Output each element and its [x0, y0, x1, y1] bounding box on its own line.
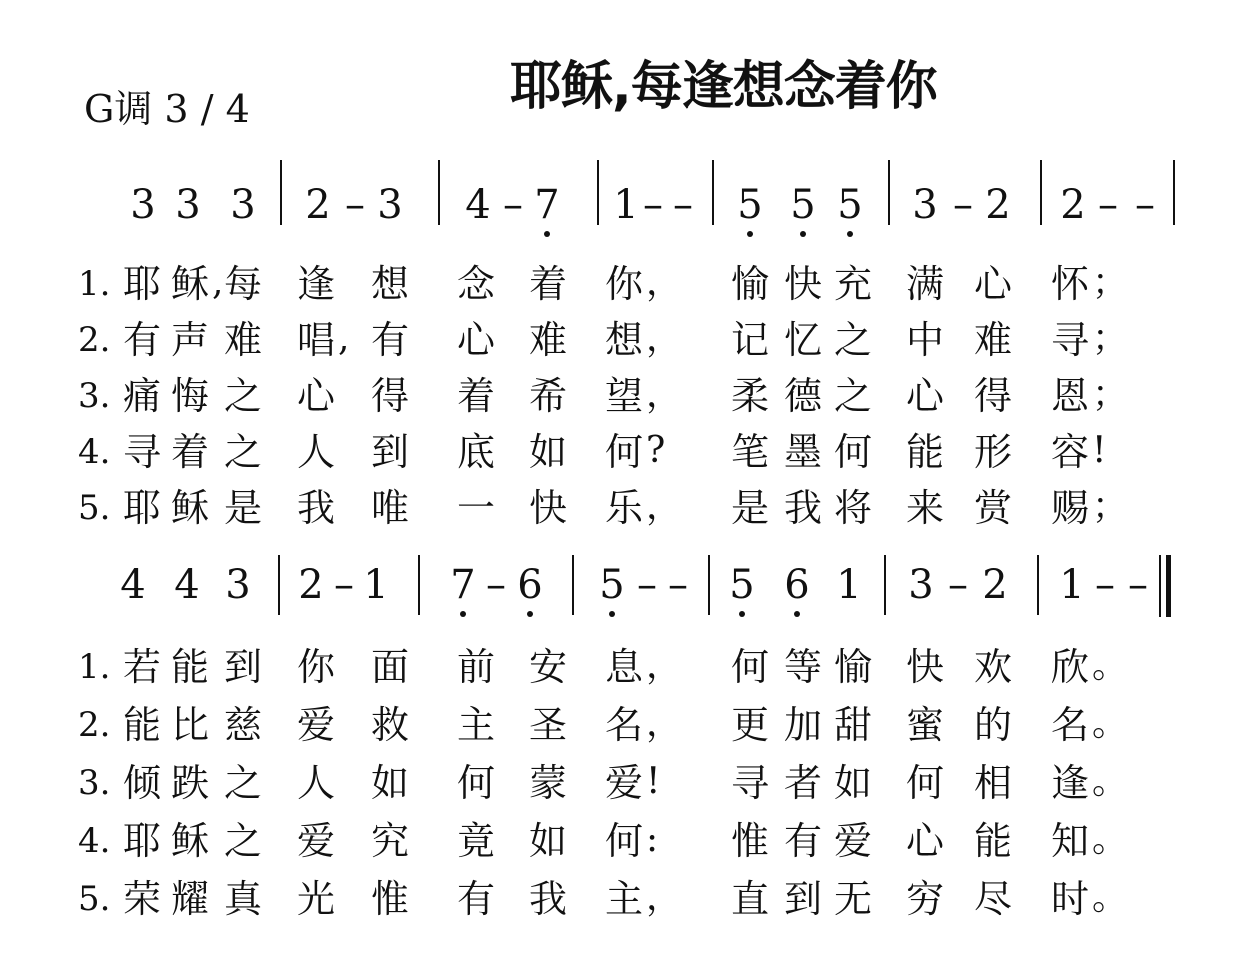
- note-number: 6: [784, 562, 810, 608]
- lyric-char: 你: [604, 262, 644, 306]
- lyric-char: 蜜: [905, 703, 945, 747]
- lyric-char: 心: [905, 819, 945, 863]
- lyric-punctuation: ，: [646, 877, 683, 918]
- lyric-char: 加: [783, 703, 823, 747]
- lyric-char: 耀: [170, 877, 210, 921]
- note-number: 6: [517, 562, 543, 608]
- lyric-char: 忆: [783, 318, 823, 362]
- barline: [712, 160, 714, 225]
- barline: [708, 555, 710, 615]
- lyric-char: 之: [223, 819, 263, 863]
- lyric-char: 容: [1050, 430, 1090, 474]
- lyric-punctuation: ，: [646, 318, 683, 359]
- verse-number: 2.: [78, 705, 111, 745]
- verse-number: 1.: [78, 647, 111, 687]
- lyric-char: 耶: [122, 486, 162, 530]
- verse-number: 5.: [78, 879, 111, 919]
- lyric-char: 荣: [122, 877, 162, 921]
- dash-mark: –: [1095, 562, 1115, 608]
- lyric-char: 慈: [223, 703, 263, 747]
- lyric-char: 光: [296, 877, 336, 921]
- lyric-char: 想: [370, 262, 410, 306]
- barline: [597, 160, 599, 225]
- note-number: 3: [377, 182, 403, 228]
- lyric-char: 人: [296, 430, 336, 474]
- verse-number: 3.: [78, 763, 111, 803]
- lyric-char: 痛: [122, 374, 162, 418]
- lyric-char: 稣: [170, 819, 210, 863]
- dash-mark: –: [668, 562, 688, 608]
- lyric-char: 有: [370, 318, 410, 362]
- lyric-char: 何: [905, 761, 945, 805]
- lyric-char: 中: [905, 318, 945, 362]
- lyric-char: 柔: [730, 374, 770, 418]
- lyric-char: 快: [528, 486, 568, 530]
- lyric-char: 何: [456, 761, 496, 805]
- lyric-char: 心: [296, 374, 336, 418]
- lyric-char: 面: [370, 645, 410, 689]
- verse-number: 3.: [78, 376, 111, 416]
- lyric-char: 难: [973, 318, 1013, 362]
- barline: [1173, 160, 1175, 225]
- lyric-char: 愉: [730, 262, 770, 306]
- lyric-punctuation: 。: [1092, 819, 1129, 860]
- dash-mark: –: [673, 182, 693, 228]
- lyric-char: 能: [973, 819, 1013, 863]
- lyric-char: 更: [730, 703, 770, 747]
- octave-dot-below: [739, 611, 745, 617]
- lyric-char: 甜: [833, 703, 873, 747]
- lyric-char: 愉: [833, 645, 873, 689]
- lyric-punctuation: ；: [1092, 318, 1129, 359]
- lyric-char: 逢: [296, 262, 336, 306]
- lyric-punctuation: ，: [646, 703, 683, 744]
- lyric-char: 之: [223, 761, 263, 805]
- lyric-char: 寻: [122, 430, 162, 474]
- lyric-char: 心: [973, 262, 1013, 306]
- lyric-char: 竟: [456, 819, 496, 863]
- note-number: 5: [737, 182, 763, 228]
- note-number: 4: [174, 562, 200, 608]
- lyric-char: 想: [604, 318, 644, 362]
- lyric-char: 你: [296, 645, 336, 689]
- lyric-char: 记: [730, 318, 770, 362]
- lyric-punctuation: ；: [1092, 262, 1129, 303]
- dash-mark: –: [334, 562, 354, 608]
- lyric-char: 到: [223, 645, 263, 689]
- lyric-char: 望: [604, 374, 644, 418]
- verse-number: 4.: [78, 821, 111, 861]
- dash-mark: –: [486, 562, 506, 608]
- lyric-char: 爱: [296, 703, 336, 747]
- lyric-char: 希: [528, 374, 568, 418]
- lyric-char: 寻: [1050, 318, 1090, 362]
- lyric-char: 跌: [170, 761, 210, 805]
- lyric-char: 唯: [370, 486, 410, 530]
- note-number: 3: [175, 182, 201, 228]
- note-number: 3: [130, 182, 156, 228]
- lyric-punctuation: ，: [646, 374, 683, 415]
- lyric-char: 真: [223, 877, 263, 921]
- lyric-char: 何: [730, 645, 770, 689]
- lyric-char: 我: [528, 877, 568, 921]
- lyric-char: 寻: [730, 761, 770, 805]
- lyric-char: 是: [730, 486, 770, 530]
- lyric-char: 我: [296, 486, 336, 530]
- lyric-char: 欣: [1050, 645, 1090, 689]
- lyric-char: 德: [783, 374, 823, 418]
- lyric-char: 之: [833, 374, 873, 418]
- note-number: 1: [363, 562, 389, 608]
- barline: [888, 160, 890, 225]
- lyric-char: 惟: [370, 877, 410, 921]
- dash-mark: –: [1128, 562, 1148, 608]
- lyric-char: 能: [905, 430, 945, 474]
- lyric-char: 稣: [170, 262, 210, 306]
- lyric-char: 何: [604, 819, 644, 863]
- lyric-char: 之: [223, 374, 263, 418]
- barline: [438, 160, 440, 225]
- lyric-char: 何: [833, 430, 873, 474]
- dash-mark: –: [948, 562, 968, 608]
- lyric-char: 快: [905, 645, 945, 689]
- lyric-char: 耶: [122, 262, 162, 306]
- lyric-char: 有: [456, 877, 496, 921]
- dash-mark: –: [345, 182, 365, 228]
- barline: [1040, 160, 1042, 225]
- lyric-char: 得: [973, 374, 1013, 418]
- lyric-char: 稣: [170, 486, 210, 530]
- lyric-char: 赐: [1050, 486, 1090, 530]
- note-number: 4: [120, 562, 146, 608]
- hymn-title: 耶稣,每逢想念着你: [510, 57, 937, 117]
- lyric-punctuation: 。: [1092, 703, 1129, 744]
- note-number: 4: [465, 182, 491, 228]
- dash-mark: –: [953, 182, 973, 228]
- lyric-char: 充: [833, 262, 873, 306]
- lyric-punctuation: 。: [1092, 761, 1129, 802]
- lyric-char: 人: [296, 761, 336, 805]
- final-barline-thin: [1159, 555, 1161, 617]
- lyric-char: 欢: [973, 645, 1013, 689]
- note-number: 7: [450, 562, 476, 608]
- lyric-char: 到: [370, 430, 410, 474]
- octave-dot-below: [747, 231, 753, 237]
- lyric-char: 息: [604, 645, 644, 689]
- note-number: 2: [1060, 182, 1086, 228]
- lyric-char: 笔: [730, 430, 770, 474]
- note-number: 2: [298, 562, 324, 608]
- octave-dot-below: [847, 231, 853, 237]
- lyric-punctuation: ,: [338, 318, 350, 359]
- lyric-punctuation: !: [646, 761, 661, 802]
- lyric-char: 声: [170, 318, 210, 362]
- lyric-punctuation: 。: [1092, 645, 1129, 686]
- octave-dot-below: [527, 611, 533, 617]
- lyric-char: 爱: [833, 819, 873, 863]
- note-number: 3: [908, 562, 934, 608]
- octave-dot-below: [800, 231, 806, 237]
- lyric-char: 主: [456, 703, 496, 747]
- lyric-punctuation: ，: [646, 645, 683, 686]
- lyric-char: 着: [456, 374, 496, 418]
- lyric-char: 直: [730, 877, 770, 921]
- lyric-char: 爱: [604, 761, 644, 805]
- lyric-punctuation: ；: [1092, 374, 1129, 415]
- lyric-char: 满: [905, 262, 945, 306]
- lyric-char: 若: [122, 645, 162, 689]
- note-number: 1: [836, 562, 862, 608]
- note-number: 2: [305, 182, 331, 228]
- lyric-char: 惟: [730, 819, 770, 863]
- lyric-char: 尽: [973, 877, 1013, 921]
- note-number: 5: [599, 562, 625, 608]
- lyric-char: 恩: [1050, 374, 1090, 418]
- lyric-punctuation: ?: [646, 430, 666, 471]
- lyric-char: 之: [223, 430, 263, 474]
- lyric-char: 圣: [528, 703, 568, 747]
- lyric-char: 难: [528, 318, 568, 362]
- lyric-char: 究: [370, 819, 410, 863]
- dash-mark: –: [503, 182, 523, 228]
- lyric-char: 如: [528, 430, 568, 474]
- lyric-char: 名: [1050, 703, 1090, 747]
- lyric-char: 唱: [296, 318, 336, 362]
- lyric-char: 有: [122, 318, 162, 362]
- note-number: 5: [729, 562, 755, 608]
- lyric-char: 来: [905, 486, 945, 530]
- lyric-char: 比: [170, 703, 210, 747]
- lyric-char: 爱: [296, 819, 336, 863]
- lyric-char: 着: [528, 262, 568, 306]
- lyric-char: 的: [973, 703, 1013, 747]
- lyric-char: 穷: [905, 877, 945, 921]
- lyric-char: 形: [973, 430, 1013, 474]
- verse-number: 2.: [78, 320, 111, 360]
- lyric-char: 倾: [122, 761, 162, 805]
- octave-dot-below: [794, 611, 800, 617]
- lyric-char: 每: [223, 262, 263, 306]
- lyric-char: 有: [783, 819, 823, 863]
- lyric-char: 前: [456, 645, 496, 689]
- octave-dot-below: [460, 611, 466, 617]
- lyric-char: 墨: [783, 430, 823, 474]
- lyric-char: 相: [973, 761, 1013, 805]
- note-number: 1: [1059, 562, 1085, 608]
- lyric-char: 救: [370, 703, 410, 747]
- key-signature: G调 3 / 4: [84, 87, 250, 131]
- lyric-char: 如: [370, 761, 410, 805]
- lyric-char: 悔: [170, 374, 210, 418]
- octave-dot-below: [544, 231, 550, 237]
- lyric-char: 心: [456, 318, 496, 362]
- note-number: 5: [837, 182, 863, 228]
- lyric-char: 主: [604, 877, 644, 921]
- lyric-char: 何: [604, 430, 644, 474]
- lyric-char: 之: [833, 318, 873, 362]
- lyric-char: 难: [223, 318, 263, 362]
- lyric-punctuation: ，: [646, 262, 683, 303]
- lyric-char: 将: [833, 486, 873, 530]
- note-number: 2: [985, 182, 1011, 228]
- lyric-punctuation: 。: [1092, 877, 1129, 918]
- lyric-char: 是: [223, 486, 263, 530]
- note-number: 5: [790, 182, 816, 228]
- lyric-char: 时: [1050, 877, 1090, 921]
- note-number: 3: [230, 182, 256, 228]
- note-number: 2: [982, 562, 1008, 608]
- lyric-punctuation: :: [646, 819, 659, 860]
- lyric-char: 到: [783, 877, 823, 921]
- lyric-punctuation: !: [1092, 430, 1107, 471]
- barline: [278, 555, 280, 615]
- dash-mark: –: [637, 562, 657, 608]
- lyric-char: 乐: [604, 486, 644, 530]
- verse-number: 4.: [78, 432, 111, 472]
- lyric-char: 无: [833, 877, 873, 921]
- lyric-char: 等: [783, 645, 823, 689]
- lyric-char: 逢: [1050, 761, 1090, 805]
- barline: [280, 160, 282, 225]
- lyric-char: 一: [456, 486, 496, 530]
- dash-mark: –: [1135, 182, 1155, 228]
- note-number: 3: [225, 562, 251, 608]
- lyric-char: 念: [456, 262, 496, 306]
- note-number: 1: [613, 182, 639, 228]
- verse-number: 5.: [78, 488, 111, 528]
- lyric-char: 耶: [122, 819, 162, 863]
- lyric-char: 名: [604, 703, 644, 747]
- lyric-char: 者: [783, 761, 823, 805]
- lyric-char: 怀: [1050, 262, 1090, 306]
- lyric-char: 赏: [973, 486, 1013, 530]
- lyric-char: 我: [783, 486, 823, 530]
- barline: [1037, 555, 1039, 615]
- lyric-char: 安: [528, 645, 568, 689]
- lyric-char: 心: [905, 374, 945, 418]
- final-barline-thick: [1166, 555, 1171, 617]
- lyric-char: 底: [456, 430, 496, 474]
- lyric-char: 如: [528, 819, 568, 863]
- note-number: 3: [912, 182, 938, 228]
- lyric-char: 知: [1050, 819, 1090, 863]
- lyric-punctuation: ；: [1092, 486, 1129, 527]
- barline: [572, 555, 574, 615]
- lyric-char: 快: [783, 262, 823, 306]
- lyric-char: 得: [370, 374, 410, 418]
- lyric-punctuation: ，: [646, 486, 683, 527]
- verse-number: 1.: [78, 264, 111, 304]
- note-number: 7: [534, 182, 560, 228]
- dash-mark: –: [643, 182, 663, 228]
- lyric-char: 蒙: [528, 761, 568, 805]
- lyric-char: 能: [170, 645, 210, 689]
- lyric-char: 能: [122, 703, 162, 747]
- lyric-punctuation: ,: [212, 262, 224, 303]
- lyric-char: 着: [170, 430, 210, 474]
- octave-dot-below: [609, 611, 615, 617]
- lyric-char: 如: [833, 761, 873, 805]
- dash-mark: –: [1098, 182, 1118, 228]
- barline: [884, 555, 886, 615]
- barline: [418, 555, 420, 615]
